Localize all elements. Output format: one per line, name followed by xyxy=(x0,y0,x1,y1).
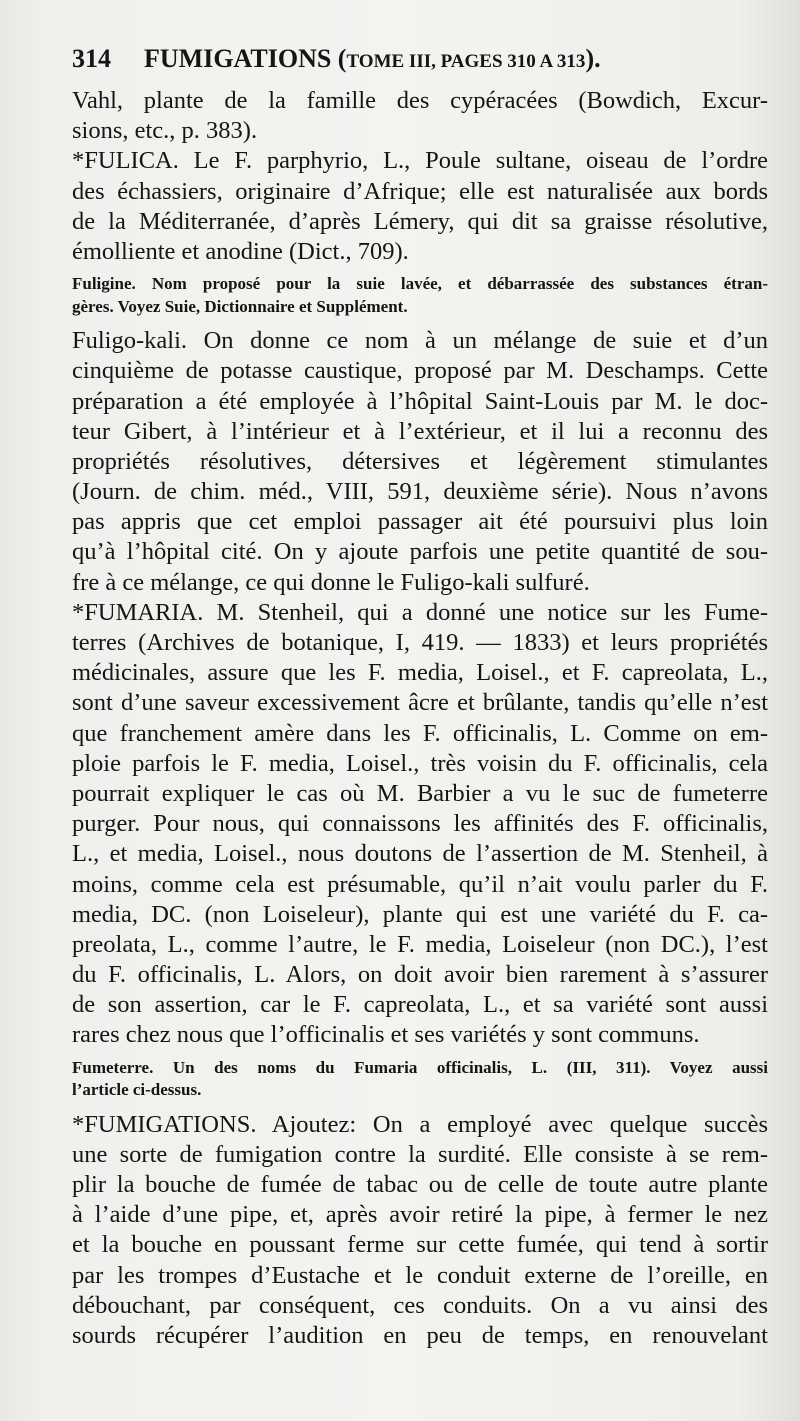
entry-fuligine xyxy=(72,273,768,318)
text-line: Fuligine. Nom proposé pour la suie lavée, et débarrassée des substances étran- xyxy=(72,274,768,294)
entry-fumigations xyxy=(72,1110,768,1352)
paragraph-vahl xyxy=(72,86,768,146)
text-line: *FULICA. Le F. parphyrio, L., Poule sultane, oiseau de l’ordre xyxy=(72,147,768,175)
text-line: sont d’une saveur excessivement âcre et brûlante, tandis qu’elle n’est xyxy=(72,689,768,717)
text-line: purger. Pour nous, qui connaissons les affinités des F. officinalis, xyxy=(72,810,768,838)
page-number: 314 xyxy=(72,44,111,73)
text-line: Vahl, plante de la famille des cypéracées (Bowdich, Excur- xyxy=(72,87,768,114)
text-line: plir la bouche de fumée de tabac ou de celle de toute autre plante xyxy=(72,1171,768,1198)
entry-fumaria xyxy=(72,598,768,1051)
text-line: L., et media, Loisel., nous doutons de l’assertion de M. Stenheil, à xyxy=(72,840,768,868)
text-line: rares chez nous que l’officinalis et ses variétés y sont communs. xyxy=(72,1021,700,1049)
text-line: pourrait expliquer le cas où M. Barbier a vu le suc de fumeterre xyxy=(72,779,768,807)
text-line: de la Méditerranée, d’après Lémery, qui dit sa graisse résolutive, xyxy=(72,207,768,235)
text-line: émolliente et anodine (Dict., 709). xyxy=(72,237,409,265)
text-line: fre à ce mélange, ce qui donne le Fuligo-kali sulfuré. xyxy=(72,568,590,596)
entry-fulica xyxy=(72,146,768,267)
text-line: de son assertion, car le F. capreolata, L., et sa variété sont aussi xyxy=(72,991,768,1019)
page-body xyxy=(72,86,768,1351)
text-line: cinquième de potasse caustique, proposé par M. Deschamps. Cette xyxy=(72,357,768,385)
text-line: préparation a été employée à l’hôpital Saint-Louis par M. le doc- xyxy=(72,387,768,415)
entry-fuligo-kali xyxy=(72,326,768,598)
text-line: gères. Voyez Suie, Dictionnaire et Supplément. xyxy=(72,296,408,316)
running-header xyxy=(72,44,692,74)
text-line: ploie parfois le F. media, Loisel., très voisin du F. officinalis, cela xyxy=(72,749,768,777)
text-line: (Journ. de chim. méd., VIII, 591, deuxième série). Nous n’avons xyxy=(72,478,768,506)
text-line: *FUMIGATIONS. Ajoutez: On a employé avec quelque succès xyxy=(72,1110,768,1138)
header-title: FUMIGATIONS ( xyxy=(144,44,347,73)
text-line: à l’aide d’une pipe, et, après avoir retiré la pipe, à fermer le nez xyxy=(72,1201,768,1229)
text-line: l’article ci-dessus. xyxy=(72,1080,202,1100)
text-line: propriétés résolutives, détersives et légèrement stimulantes xyxy=(72,447,768,475)
text-line: teur Gibert, à l’intérieur et à l’extérieur, et il lui a reconnu des xyxy=(72,417,768,445)
text-line: preolata, L., comme l’autre, le F. media, Loiseleur (non DC.), l’est xyxy=(72,930,768,958)
text-line: Fuligo-kali. On donne ce nom à un mélange de suie et d’un xyxy=(72,327,768,355)
text-line: sions, etc., p. 383). xyxy=(72,117,258,145)
text-line: *FUMARIA. M. Stenheil, qui a donné une notice sur les Fume- xyxy=(72,598,768,626)
text-line: une sorte de fumigation contre la surdité. Elle consiste à se rem- xyxy=(72,1140,768,1168)
text-line: par les trompes d’Eustache et le conduit externe de l’oreille, en xyxy=(72,1261,768,1289)
text-line: et la bouche en poussant ferme sur cette fumée, qui tend à sortir xyxy=(72,1231,768,1259)
text-line: media, DC. (non Loiseleur), plante qui est une variété du F. ca- xyxy=(72,900,768,928)
text-line: médicinales, assure que les F. media, Loisel., et F. capreolata, L., xyxy=(72,659,768,687)
text-line: des échassiers, originaire d’Afrique; elle est naturalisée aux bords xyxy=(72,177,768,205)
entry-fumeterre xyxy=(72,1057,768,1102)
text-line: moins, comme cela est présumable, qu’il n’ait voulu parler du F. xyxy=(72,870,768,898)
text-line: débouchant, par conséquent, ces conduits. On a vu ainsi des xyxy=(72,1291,768,1319)
text-line: que franchement amère dans les F. officinalis, L. Comme on em- xyxy=(72,719,768,747)
text-line: qu’à l’hôpital cité. On y ajoute parfois une petite quantité de sou- xyxy=(72,538,768,566)
header-volume-ref: TOME III, PAGES 310 A 313 xyxy=(346,51,586,72)
text-line: pas appris que cet emploi passager ait été poursuivi plus loin xyxy=(72,508,768,536)
text-line: du F. officinalis, L. Alors, on doit avoir bien rarement à s’assurer xyxy=(72,961,768,989)
text-line: terres (Archives de botanique, I, 419. — 1833) et leurs propriétés xyxy=(72,629,768,656)
text-line: sourds récupérer l’audition en peu de temps, en renouvelant xyxy=(72,1321,768,1349)
header-title-end: ). xyxy=(585,44,601,73)
text-line: Fumeterre. Un des noms du Fumaria officinalis, L. (III, 311). Voyez aussi xyxy=(72,1057,768,1077)
